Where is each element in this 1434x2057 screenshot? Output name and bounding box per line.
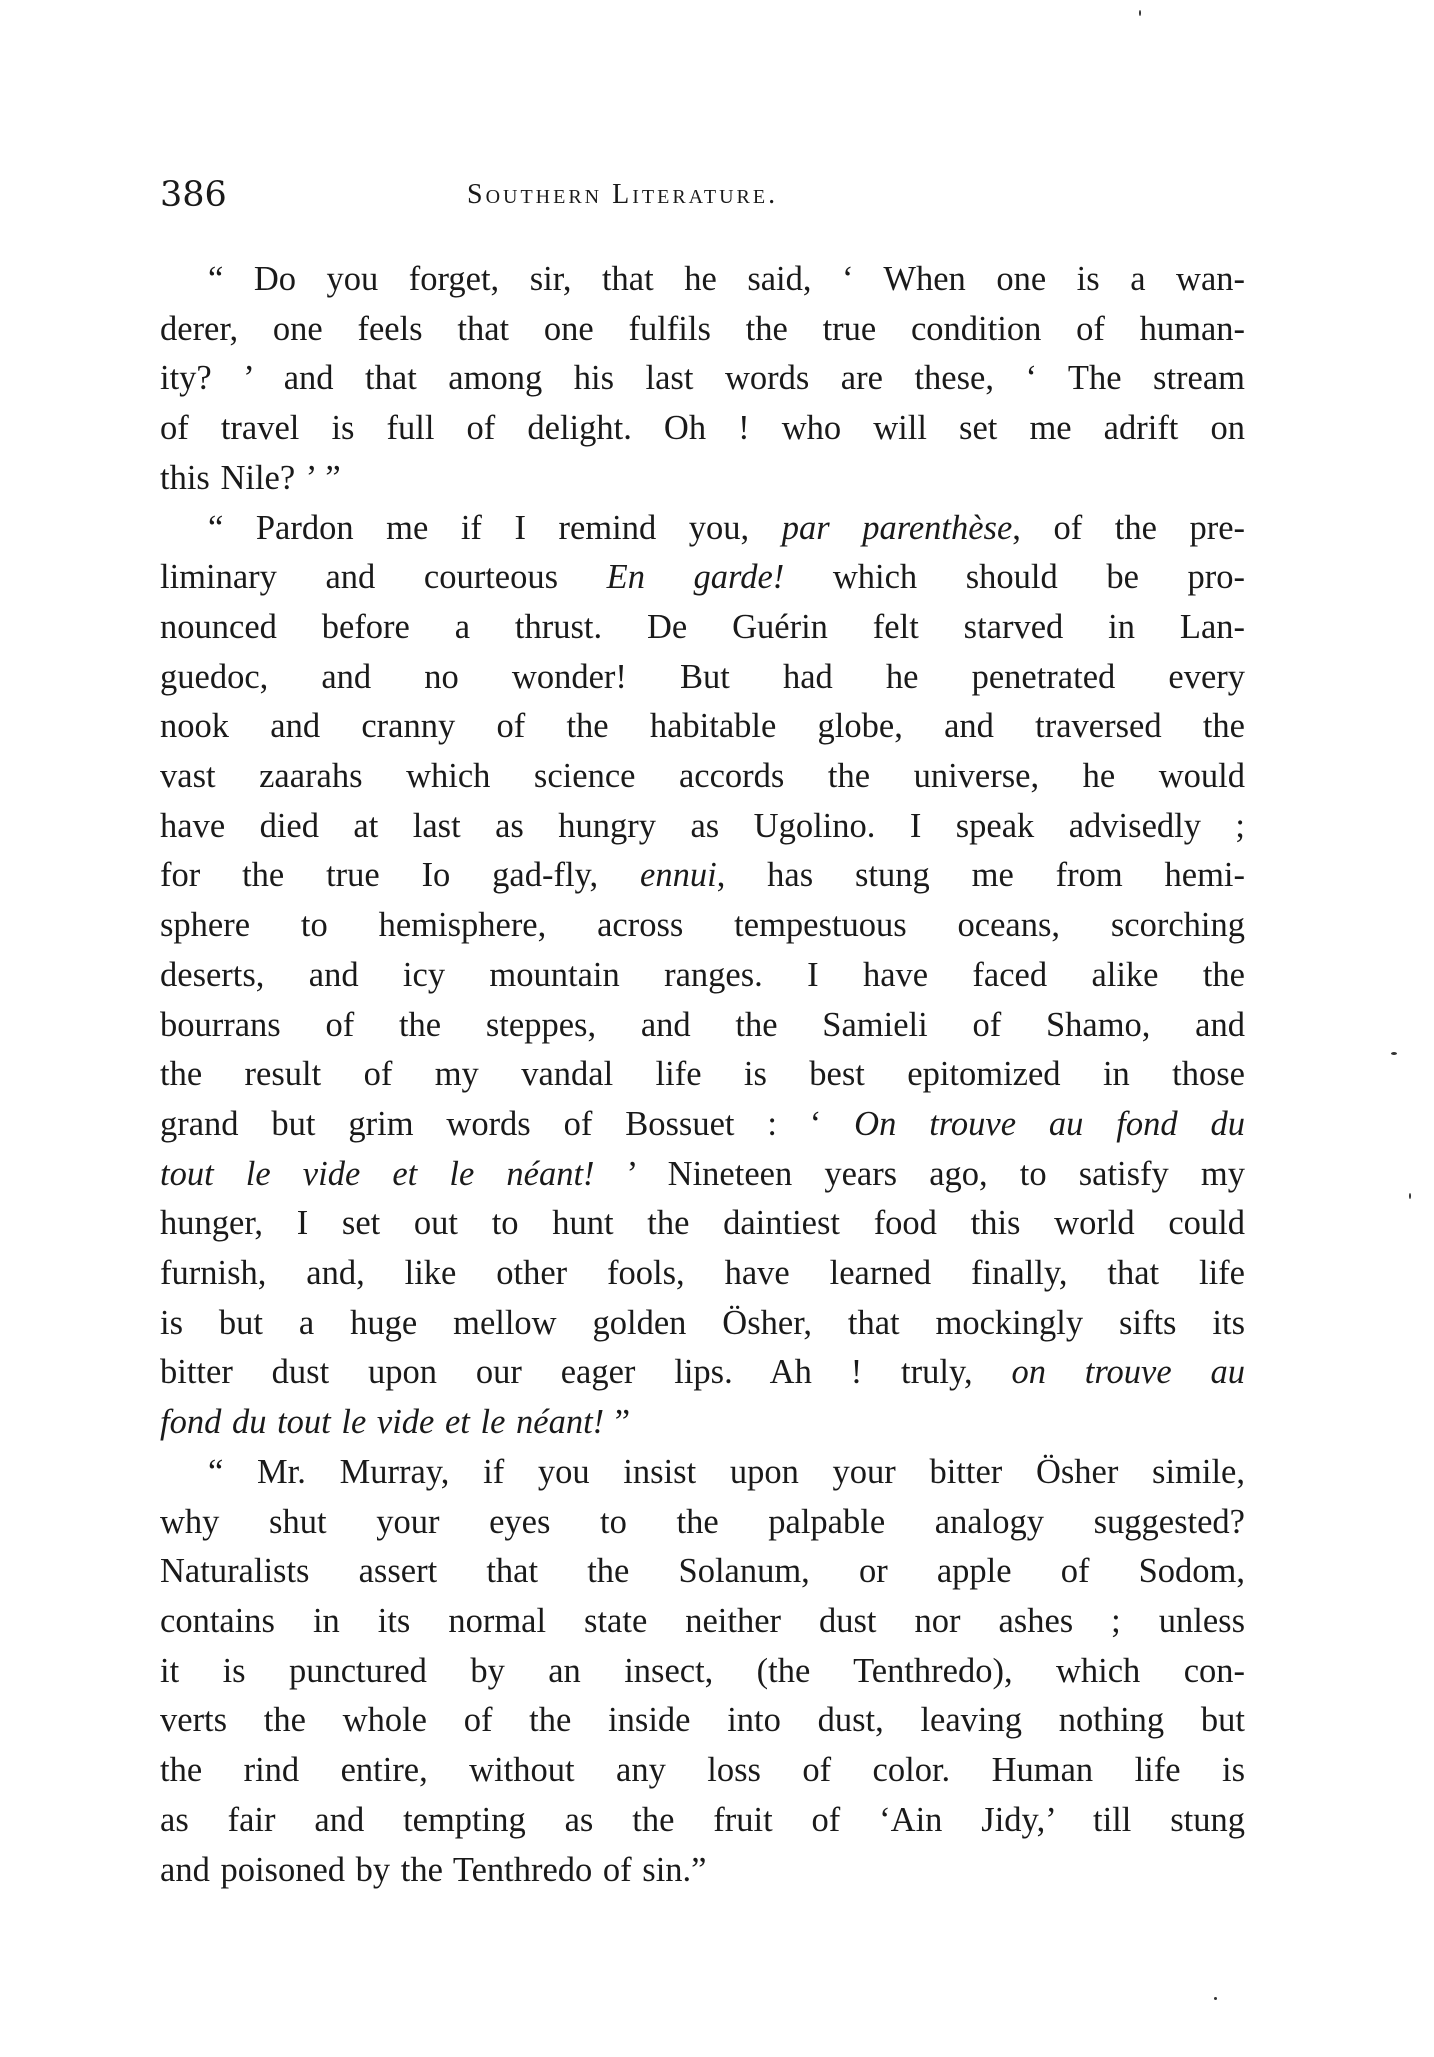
text-line [160, 553, 1245, 603]
text-line: “ Do you forget, sir, that he said, ‘ When one is a wan- [208, 260, 1245, 298]
text-line [160, 1100, 1245, 1150]
text-line: deserts, and icy mountain ranges. I have faced alike the [160, 955, 1245, 994]
book-page [160, 175, 1245, 1895]
text-run: liminary and courteous [160, 558, 607, 597]
text-line: the result of my vandal life is best epitomized in those [160, 1055, 1245, 1094]
text-run: , of the pre- [1012, 508, 1245, 547]
text-line: as fair and tempting as the fruit of ‘Ain Jidy,’ till stung [160, 1800, 1245, 1839]
italic-phrase: En garde! [606, 558, 785, 597]
text-line: why shut your eyes to the palpable analogy suggested? [160, 1502, 1245, 1541]
text-line [160, 1398, 1245, 1448]
text-line: the rind entire, without any loss of color. Human life is [160, 1751, 1245, 1790]
text-run: bitter dust upon our eager lips. Ah ! truly, [160, 1353, 1012, 1392]
page-number: 386 [160, 175, 227, 215]
text-line: hunger, I set out to hunt the daintiest food this world could [160, 1204, 1245, 1243]
text-line: nounced before a thrust. De Guérin felt starved in Lan- [160, 607, 1245, 646]
text-line: verts the whole of the inside into dust, leaving nothing but [160, 1701, 1245, 1740]
scan-speck [1409, 1193, 1411, 1199]
paragraph-1 [160, 255, 1245, 504]
text-line [160, 1348, 1245, 1398]
text-line: “ Mr. Murray, if you insist upon your bitter Ösher simile, [208, 1452, 1245, 1491]
italic-phrase: tout le vide et le néant! [160, 1154, 595, 1193]
text-line: nook and cranny of the habitable globe, and traversed the [160, 707, 1245, 746]
text-line: of travel is full of delight. Oh ! who will set me adrift on [160, 409, 1245, 448]
text-line: Naturalists assert that the Solanum, or apple of Sodom, [160, 1552, 1245, 1591]
italic-phrase: On trouve au fond du [854, 1104, 1246, 1143]
text-line: derer, one feels that one fulfils the true condition of human- [160, 309, 1245, 348]
italic-phrase: fond du tout le vide et le néant! [160, 1403, 605, 1442]
text-line [160, 1150, 1245, 1200]
text-line: vast zaarahs which science accords the universe, he would [160, 757, 1245, 796]
text-run: ’ Nineteen years ago, to satisfy my [594, 1154, 1245, 1193]
text-line: have died at last as hungry as Ugolino. I speak advisedly ; [160, 806, 1245, 845]
italic-phrase: ennui [640, 856, 717, 895]
text-line: sphere to hemisphere, across tempestuous oceans, scorching [160, 906, 1245, 945]
text-run: ” [604, 1403, 631, 1442]
text-line: guedoc, and no wonder! But had he penetrated every [160, 657, 1245, 696]
text-run: , has stung me from hemi- [716, 856, 1246, 895]
text-run: “ Pardon me if I remind you, [208, 508, 782, 547]
italic-phrase: par parenthèse [781, 508, 1013, 547]
scan-speck [1391, 1052, 1397, 1055]
text-line: ity? ’ and that among his last words are these, ‘ The stream [160, 359, 1245, 398]
text-line: furnish, and, like other fools, have learned finally, that life [160, 1254, 1245, 1293]
text-line: it is punctured by an insect, (the Tenthredo), which con- [160, 1651, 1245, 1690]
text-line: contains in its normal state neither dust nor ashes ; unless [160, 1601, 1245, 1640]
paragraph-3 [160, 1448, 1245, 1895]
text-line: this Nile? ’ ” [160, 458, 341, 497]
text-run: which should be pro- [784, 558, 1245, 597]
text-line: bourrans of the steppes, and the Samieli of Shamo, and [160, 1005, 1245, 1044]
text-run: grand but grim words of Bossuet : ‘ [160, 1104, 855, 1143]
body-text [160, 255, 1245, 1895]
text-line [160, 504, 1245, 554]
text-line: and poisoned by the Tenthredo of sin.” [160, 1850, 707, 1889]
text-line [160, 851, 1245, 901]
scan-speck [1214, 1997, 1217, 2000]
scan-speck [1139, 10, 1141, 16]
text-run: for the true Io gad-fly, [160, 856, 641, 895]
paragraph-2 [160, 504, 1245, 1448]
italic-phrase: on trouve au [1011, 1353, 1246, 1392]
running-title: Southern Literature. [467, 179, 779, 210]
running-header [160, 175, 1245, 225]
text-line: is but a huge mellow golden Ösher, that mockingly sifts its [160, 1303, 1245, 1342]
